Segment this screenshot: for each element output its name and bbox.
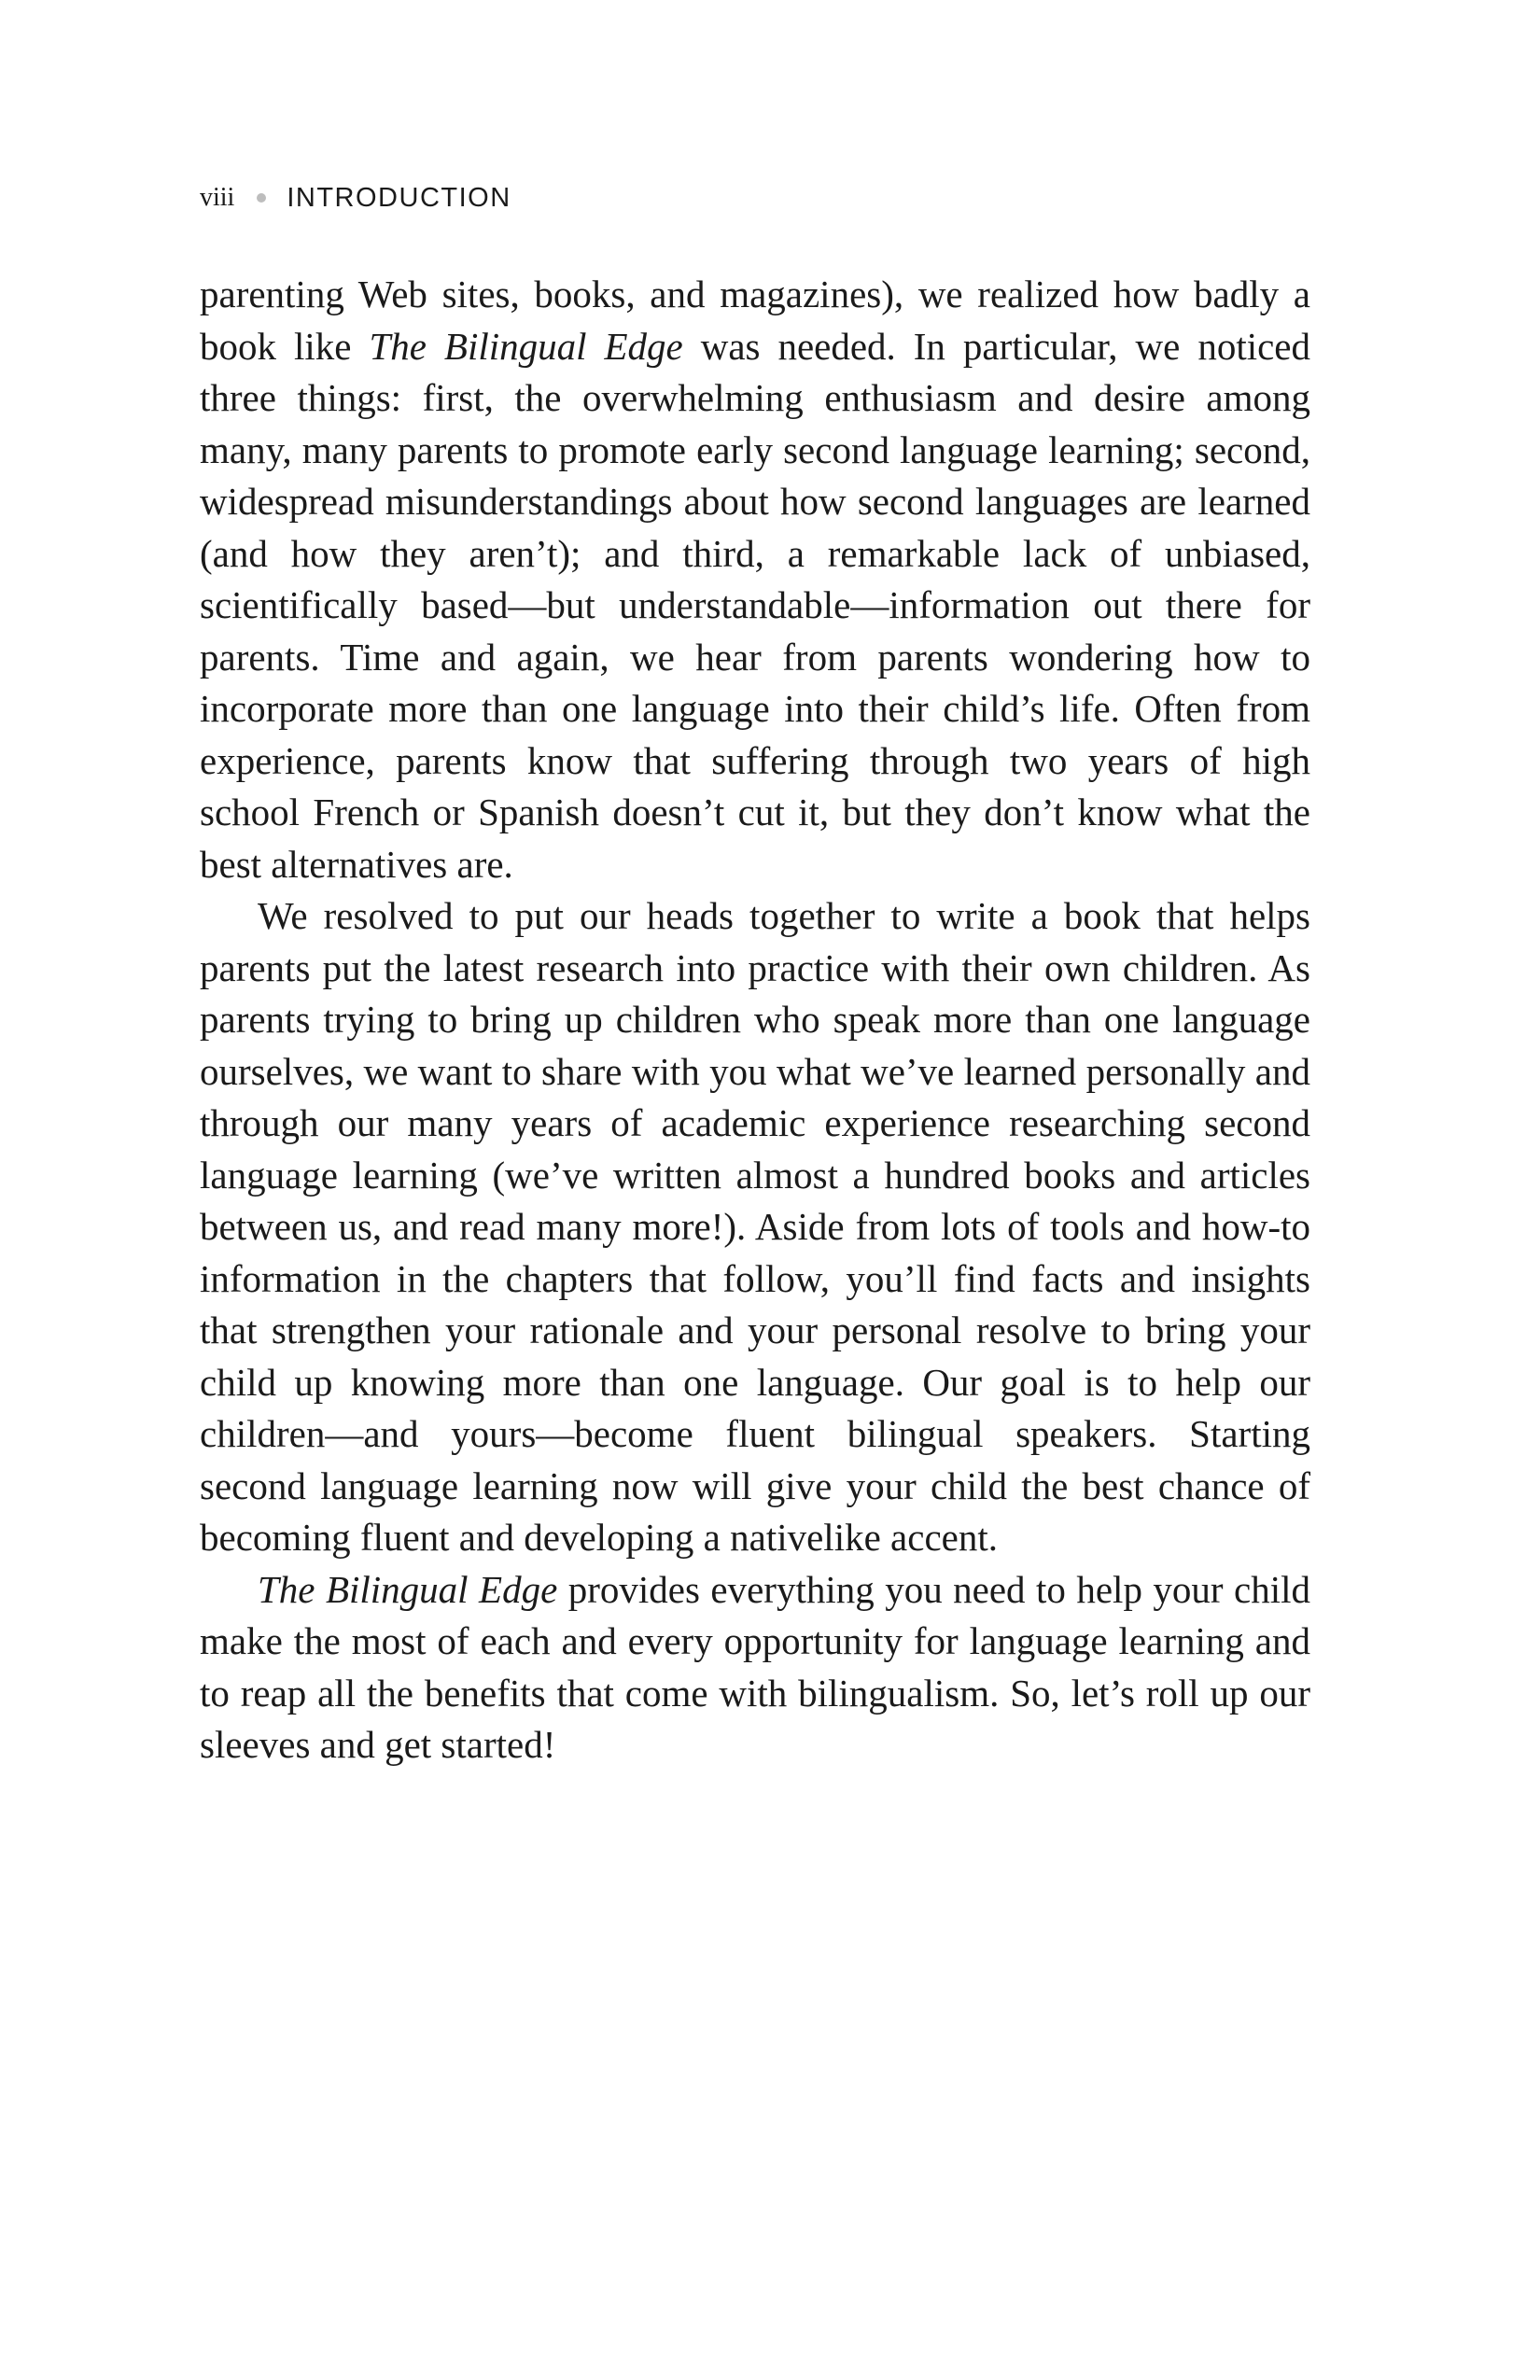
page-number: viii	[200, 183, 235, 212]
paragraph	[200, 269, 1310, 890]
book-title: The Bilingual Edge	[258, 1567, 558, 1611]
running-head	[200, 179, 511, 217]
bullet-dot-icon	[257, 193, 266, 203]
body-text	[200, 269, 1310, 1771]
text-segment: was needed. In particular, we noticed three things: first, the overwhelming enthusiasm and desire among many, many parents to promote early second language learning; second, widespread misunderstandings about how second languages are learned (and how they aren’t); and third, a remarkable lack of unbiased, scientifically based—but understandable—information out there for parents. Time and again, we hear from parents wondering how to incorporate more than one language into their child’s life. Often from experience, parents know that suffering through two years of high school French or Spanish doesn’t cut it, but they don’t know what the best alternatives are.	[200, 324, 1310, 886]
text-segment: We resolved to put our heads together to write a book that helps parents put the latest research into practice with their own children. As parents trying to bring up children who speak more than one language ourselves, we want to share with you what we’ve learned personally and through our many years of academic experience researching second language learning (we’ve written almost a hundred books and articles between us, and read many more!). Aside from lots of tools and how-to information in the chapters that follow, you’ll find facts and insights that strengthen your rationale and your personal resolve to bring your child up knowing more than one language. Our goal is to help our children—and yours—become fluent bilingual speakers. Starting second language learning now will give your child the best chance of becoming fluent and developing a nativelike accent.	[200, 894, 1310, 1559]
paragraph	[200, 890, 1310, 1564]
book-title: The Bilingual Edge	[369, 324, 683, 368]
text-segment: provides everything you need to help your child make the most of each and every opportunity for language learning and to reap all the benefits that come with bilingualism. So, let’s roll up our sleeves and get started!	[200, 1567, 1310, 1766]
text-segment: parenting Web sites, books, and magazines), we realized how badly a book like	[200, 273, 1310, 368]
section-title: INTRODUCTION	[287, 182, 511, 213]
paragraph	[200, 1564, 1310, 1771]
